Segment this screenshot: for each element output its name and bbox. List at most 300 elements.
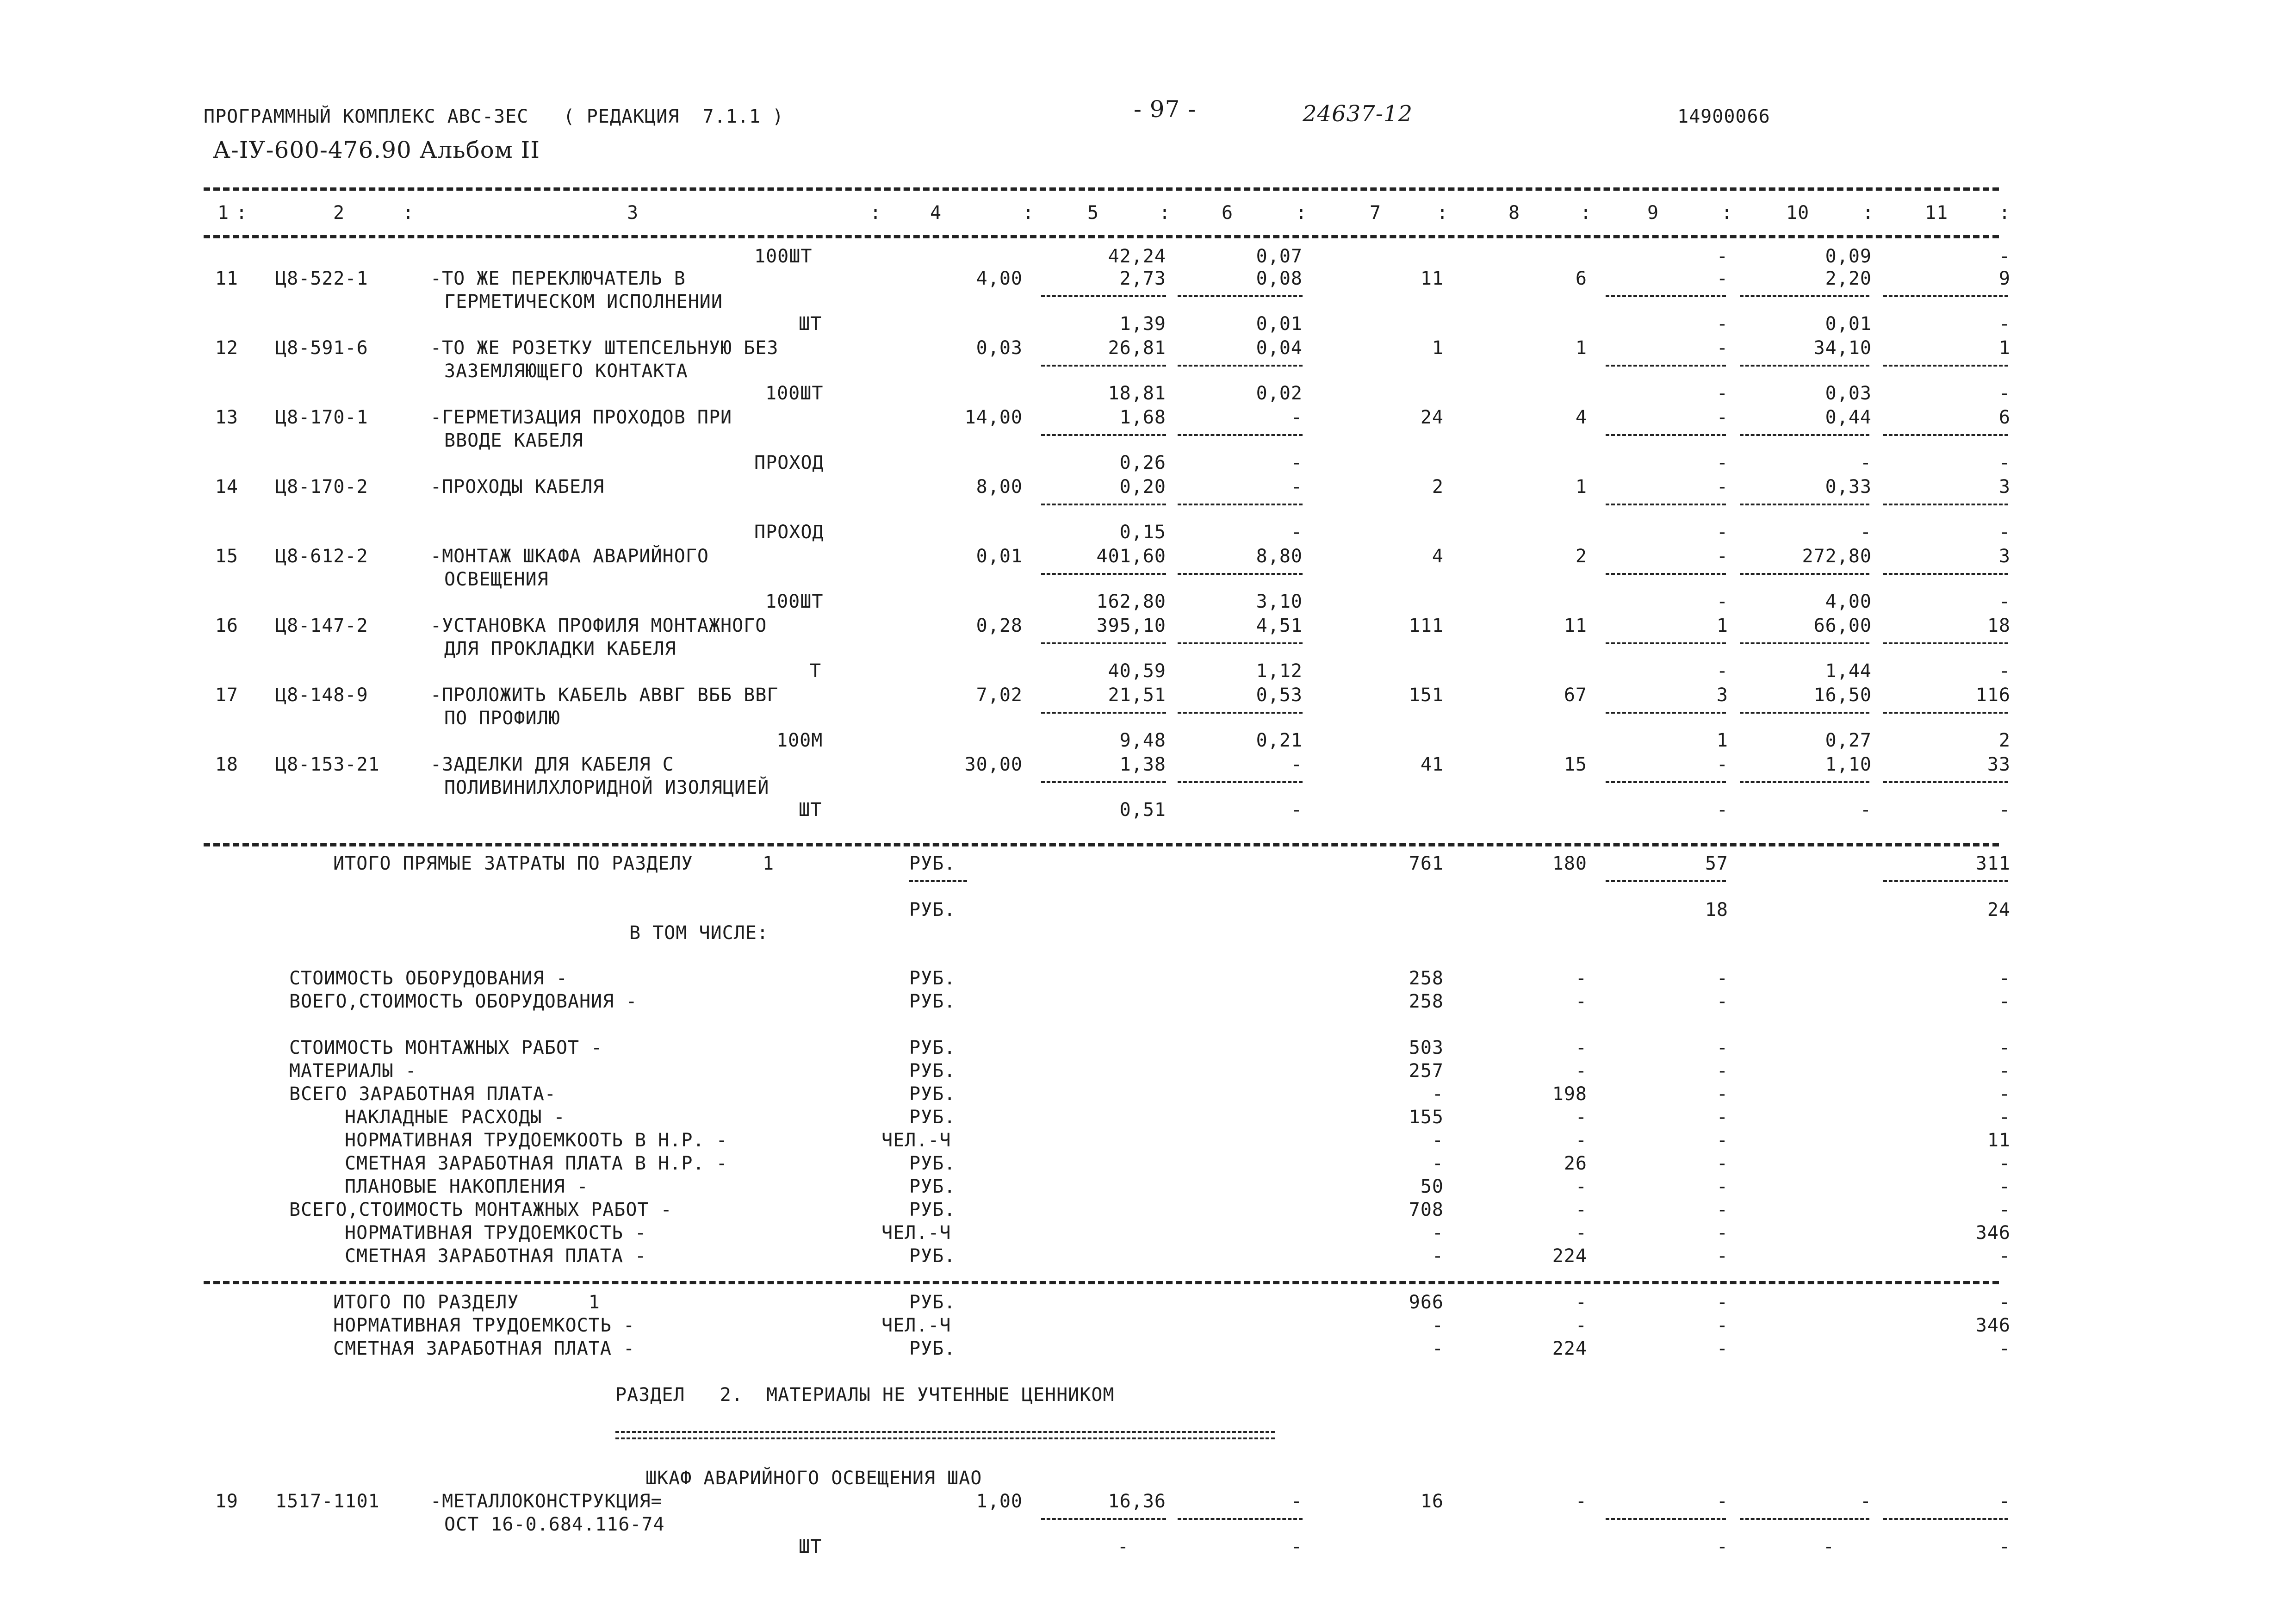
column-separator: : [1023, 202, 1035, 224]
item-description: ВВОДЕ КАБЕЛЯ [444, 430, 583, 451]
totals-c7: 761 [1409, 853, 1444, 874]
section-total-c9: - [1716, 1338, 1728, 1359]
column-header-2: 2 [333, 202, 345, 224]
breakdown-c7: 50 [1420, 1176, 1444, 1197]
item-quantity: 14,00 [964, 407, 1023, 428]
item-c5: 16,36 [1108, 1491, 1166, 1512]
item-c6: - [1291, 1491, 1303, 1512]
breakdown-label: НАКЛАДНЫЕ РАСХОДЫ - [345, 1107, 565, 1128]
item-description: ГЕРМЕТИЧЕСКОМ ИСПОЛНЕНИИ [444, 291, 723, 312]
section-total-c9: - [1716, 1292, 1728, 1313]
column-header-9: 9 [1647, 202, 1659, 224]
breakdown-label: МАТЕРИАЛЫ - [289, 1060, 417, 1082]
item-c5: 0,20 [1119, 476, 1166, 498]
item-c11-sub: - [1998, 799, 2011, 821]
value-divider [1178, 434, 1303, 436]
value-divider [1883, 504, 2008, 505]
item-c6-sub: - [1291, 1536, 1303, 1557]
breakdown-unit: РУБ. [909, 1153, 956, 1174]
item-c5-sub: 1,39 [1119, 313, 1166, 335]
item-c9-sub: - [1716, 660, 1728, 682]
breakdown-c7: - [1432, 1083, 1444, 1105]
item-number: 17 [215, 684, 238, 706]
breakdown-c11: 346 [1975, 1222, 2011, 1244]
item-c6: 8,80 [1256, 546, 1303, 567]
column-header-4: 4 [930, 202, 942, 224]
breakdown-c11: - [1998, 1037, 2011, 1058]
breakdown-c7: 258 [1409, 968, 1444, 989]
item-unit: 100М [776, 730, 823, 751]
item-description: -ЗАДЕЛКИ ДЛЯ КАБЕЛЯ С [430, 754, 674, 775]
item-code: Ц8-170-2 [275, 476, 368, 498]
section-total-c11: 346 [1975, 1315, 2011, 1336]
item-number: 13 [215, 407, 238, 428]
item-unit: ПРОХОД [754, 522, 824, 543]
document-code: 14900066 [1677, 106, 1770, 127]
item-c10-sub: - [1860, 522, 1872, 543]
item-c5: 1,68 [1119, 407, 1166, 428]
item-code: Ц8-591-6 [275, 337, 368, 359]
breakdown-c7: 155 [1409, 1107, 1444, 1128]
value-divider [1041, 642, 1166, 644]
item-c6-sub: 0,01 [1256, 313, 1303, 335]
item-quantity: 8,00 [976, 476, 1023, 498]
section-total-label: НОРМАТИВНАЯ ТРУДОЕМКОСТЬ - [333, 1315, 635, 1336]
handwritten-number: 24637-12 [1303, 101, 1413, 127]
section-total-c8: 224 [1552, 1338, 1587, 1359]
breakdown-c8: - [1575, 1130, 1587, 1151]
breakdown-c11: - [1998, 1153, 2011, 1174]
value-divider [1740, 781, 1869, 783]
value-divider [1740, 1518, 1869, 1520]
item-c11: 3 [1998, 476, 2011, 498]
breakdown-c11: - [1998, 1107, 2011, 1128]
breakdown-c8: 198 [1552, 1083, 1587, 1105]
item-c11-sub: - [1998, 522, 2011, 543]
item-c10-sub: - [1860, 799, 1872, 821]
value-divider [1740, 642, 1869, 644]
item-c5: 2,73 [1119, 268, 1166, 289]
item-number: 14 [215, 476, 238, 498]
item-c11: 18 [1987, 615, 2011, 636]
breakdown-unit: РУБ. [909, 1037, 956, 1058]
breakdown-c9: - [1716, 1037, 1728, 1058]
breakdown-c9: - [1716, 1153, 1728, 1174]
item-c8: 1 [1575, 337, 1587, 359]
item-c5-sub: 0,26 [1119, 452, 1166, 473]
item-c7: 4 [1432, 546, 1444, 567]
including-label: В ТОМ ЧИСЛЕ: [629, 922, 769, 944]
item-c10-sub: 0,03 [1825, 383, 1872, 404]
item-unit: ШТ [799, 799, 822, 821]
row-c11: - [1998, 246, 2011, 267]
item-c10-sub: 0,27 [1825, 730, 1872, 751]
totals-label: ИТОГО ПРЯМЫЕ ЗАТРАТЫ ПО РАЗДЕЛУ 1 [333, 853, 775, 874]
value-divider [1883, 573, 2008, 575]
value-divider [1041, 781, 1166, 783]
column-separator: : [1296, 202, 1308, 224]
item-number: 15 [215, 546, 238, 567]
value-divider [1606, 504, 1726, 505]
header-rule-bottom [204, 235, 1999, 238]
item-description: ОСТ 16-0.684.116-74 [444, 1514, 665, 1535]
item-c6: - [1291, 407, 1303, 428]
section-total-rule [204, 1281, 1999, 1284]
totals-divider [1883, 880, 2008, 882]
section-2-group: ШКАФ АВАРИЙНОГО ОСВЕЩЕНИЯ ШАО [645, 1468, 982, 1489]
item-c10: 0,33 [1825, 476, 1872, 498]
item-c10: 272,80 [1802, 546, 1872, 567]
breakdown-c8: - [1575, 991, 1587, 1012]
item-c7: 11 [1420, 268, 1444, 289]
item-c5: 21,51 [1108, 684, 1166, 706]
breakdown-label: ВСЕГО,СТОИМОСТЬ МОНТАЖНЫХ РАБОТ - [289, 1199, 672, 1220]
breakdown-c11: - [1998, 1199, 2011, 1220]
value-divider [1178, 295, 1303, 297]
item-c9: - [1716, 754, 1728, 775]
item-c11-sub: - [1998, 313, 2011, 335]
item-c10-sub: 4,00 [1825, 591, 1872, 612]
breakdown-c9: - [1716, 1060, 1728, 1082]
item-c11: 9 [1998, 268, 2011, 289]
item-c11: 3 [1998, 546, 2011, 567]
item-c6: 0,04 [1256, 337, 1303, 359]
breakdown-unit: РУБ. [909, 1199, 956, 1220]
totals-divider [1606, 880, 1726, 882]
column-separator: : [1721, 202, 1733, 224]
breakdown-label: СМЕТНАЯ ЗАРАБОТНАЯ ПЛАТА - [345, 1245, 647, 1267]
breakdown-label: ПЛАНОВЫЕ НАКОПЛЕНИЯ - [345, 1176, 589, 1197]
item-code: Ц8-153-21 [275, 754, 380, 775]
breakdown-c8: - [1575, 1222, 1587, 1244]
item-c6-sub: 1,12 [1256, 660, 1303, 682]
column-separator: : [1999, 202, 2011, 224]
item-code: Ц8-147-2 [275, 615, 368, 636]
item-c9: - [1716, 1491, 1728, 1512]
item-c5: 401,60 [1096, 546, 1166, 567]
column-header-11: 11 [1925, 202, 1948, 224]
item-c8: 67 [1564, 684, 1587, 706]
item-quantity: 1,00 [976, 1491, 1023, 1512]
totals-c9-2: 18 [1705, 899, 1728, 921]
row-c9: - [1716, 246, 1728, 267]
item-description: ПОЛИВИНИЛХЛОРИДНОЙ ИЗОЛЯЦИЕЙ [444, 777, 769, 798]
value-divider [1883, 295, 2008, 297]
item-c6: 0,08 [1256, 268, 1303, 289]
item-quantity: 4,00 [976, 268, 1023, 289]
item-quantity: 0,28 [976, 615, 1023, 636]
item-code: Ц8-522-1 [275, 268, 368, 289]
program-title: ПРОГРАММНЫЙ КОМПЛЕКС АВС-3ЕС ( РЕДАКЦИЯ 7.1.1 ) [204, 106, 784, 127]
breakdown-c11: - [1998, 1083, 2011, 1105]
item-c9-sub: - [1716, 522, 1728, 543]
item-c9-sub: - [1716, 591, 1728, 612]
item-c10: 16,50 [1813, 684, 1872, 706]
item-c9: - [1716, 407, 1728, 428]
value-divider [1606, 434, 1726, 436]
item-c11-sub: 2 [1998, 730, 2011, 751]
item-c11-sub: - [1998, 452, 2011, 473]
item-c8: 6 [1575, 268, 1587, 289]
item-c9: - [1716, 337, 1728, 359]
item-c9: - [1716, 546, 1728, 567]
item-description: -УСТАНОВКА ПРОФИЛЯ МОНТАЖНОГО [430, 615, 767, 636]
value-divider [1606, 295, 1726, 297]
value-divider [1740, 504, 1869, 505]
item-c8: 1 [1575, 476, 1587, 498]
item-code: Ц8-170-1 [275, 407, 368, 428]
item-quantity: 7,02 [976, 684, 1023, 706]
item-number: 16 [215, 615, 238, 636]
item-c7: 111 [1409, 615, 1444, 636]
breakdown-c11: - [1998, 991, 2011, 1012]
column-separator: : [1580, 202, 1592, 224]
breakdown-label: НОРМАТИВНАЯ ТРУДОЕМКООТЬ В Н.Р. - [345, 1130, 728, 1151]
item-c5-sub: 0,15 [1119, 522, 1166, 543]
item-unit: Т [810, 660, 822, 682]
breakdown-c9: - [1716, 968, 1728, 989]
item-c11-sub: - [1998, 383, 2011, 404]
row-c6: 0,07 [1256, 246, 1303, 267]
item-c9-sub: - [1716, 1536, 1728, 1557]
item-c10: 0,44 [1825, 407, 1872, 428]
item-c8: - [1575, 1491, 1587, 1512]
value-divider [1178, 781, 1303, 783]
item-c8: 11 [1564, 615, 1587, 636]
breakdown-c7: - [1432, 1153, 1444, 1174]
item-description: ЗАЗЕМЛЯЮЩЕГО КОНТАКТА [444, 361, 688, 382]
column-header-7: 7 [1370, 202, 1382, 224]
breakdown-label: ВОЕГО,СТОИМОСТЬ ОБОРУДОВАНИЯ - [289, 991, 638, 1012]
item-c10: 2,20 [1825, 268, 1872, 289]
breakdown-label: СТОИМОСТЬ МОНТАЖНЫХ РАБОТ - [289, 1037, 603, 1058]
breakdown-c7: - [1432, 1245, 1444, 1267]
column-separator: : [1862, 202, 1874, 224]
section-total-c11: - [1998, 1338, 2011, 1359]
value-divider [1740, 295, 1869, 297]
item-c5-sub: 9,48 [1119, 730, 1166, 751]
item-c5-sub: 40,59 [1108, 660, 1166, 682]
item-quantity: 0,03 [976, 337, 1023, 359]
item-c5-sub: 162,80 [1096, 591, 1166, 612]
item-description: -ТО ЖЕ ПЕРЕКЛЮЧАТЕЛЬ В [430, 268, 686, 289]
item-c11: 33 [1987, 754, 2011, 775]
item-c6-sub: - [1291, 452, 1303, 473]
value-divider [1883, 365, 2008, 367]
breakdown-c8: - [1575, 1107, 1587, 1128]
value-divider [1041, 434, 1166, 436]
breakdown-c7: - [1432, 1222, 1444, 1244]
breakdown-unit: РУБ. [909, 1176, 956, 1197]
value-divider [1178, 1518, 1303, 1520]
breakdown-c7: - [1432, 1130, 1444, 1151]
breakdown-c8: - [1575, 1176, 1587, 1197]
breakdown-c11: - [1998, 1060, 2011, 1082]
item-c9-sub: - [1716, 799, 1728, 821]
breakdown-c8: 26 [1564, 1153, 1587, 1174]
item-description: -МЕТАЛЛОКОНСТРУКЦИЯ= [430, 1491, 663, 1512]
item-c9-sub: - [1716, 383, 1728, 404]
section-total-c7: - [1432, 1338, 1444, 1359]
totals-c11: 311 [1975, 853, 2011, 874]
section-total-label: ИТОГО ПО РАЗДЕЛУ 1 [333, 1292, 600, 1313]
breakdown-label: НОРМАТИВНАЯ ТРУДОЕМКОСТЬ - [345, 1222, 647, 1244]
item-c8: 15 [1564, 754, 1587, 775]
item-c6-sub: 3,10 [1256, 591, 1303, 612]
value-divider [1041, 295, 1166, 297]
item-c10-sub: - [1860, 452, 1872, 473]
value-divider [1883, 781, 2008, 783]
item-c8: 4 [1575, 407, 1587, 428]
item-number: 18 [215, 754, 238, 775]
item-unit: 100ШТ [765, 591, 824, 612]
column-header-8: 8 [1508, 202, 1520, 224]
breakdown-c8: - [1575, 968, 1587, 989]
item-description: -ПРОЛОЖИТЬ КАБЕЛЬ АВВГ ВББ ВВГ [430, 684, 779, 706]
value-divider [1606, 1518, 1726, 1520]
item-c11: 6 [1998, 407, 2011, 428]
value-divider [1740, 365, 1869, 367]
item-code: Ц8-612-2 [275, 546, 368, 567]
item-c9-sub: 1 [1716, 730, 1728, 751]
column-separator: : [1159, 202, 1171, 224]
item-c5-sub: 0,51 [1119, 799, 1166, 821]
item-c10: 1,10 [1825, 754, 1872, 775]
item-unit: ШТ [799, 1536, 822, 1557]
section-total-c7: 966 [1409, 1292, 1444, 1313]
totals-unit-2: РУБ. [909, 899, 956, 921]
totals-c8: 180 [1552, 853, 1587, 874]
value-divider [1041, 1518, 1166, 1520]
item-code: Ц8-148-9 [275, 684, 368, 706]
column-header-3: 3 [627, 202, 639, 224]
totals-divider [909, 880, 967, 882]
value-divider [1178, 573, 1303, 575]
item-c6: 4,51 [1256, 615, 1303, 636]
breakdown-c7: 708 [1409, 1199, 1444, 1220]
item-c10-sub: 1,44 [1825, 660, 1872, 682]
item-c7: 1 [1432, 337, 1444, 359]
value-divider [1606, 642, 1726, 644]
item-c10-sub: - [1823, 1536, 1835, 1557]
section-total-unit: РУБ. [909, 1292, 956, 1313]
item-quantity: 30,00 [964, 754, 1023, 775]
item-c9: - [1716, 476, 1728, 498]
breakdown-c9: - [1716, 1130, 1728, 1151]
item-code: 1517-1101 [275, 1491, 380, 1512]
section-total-c11: - [1998, 1292, 2011, 1313]
page-number: - 97 - [1134, 96, 1197, 123]
section-2-underline [615, 1431, 1275, 1433]
item-number: 19 [215, 1491, 238, 1512]
item-c5-sub: 18,81 [1108, 383, 1166, 404]
section-total-label: СМЕТНАЯ ЗАРАБОТНАЯ ПЛАТА - [333, 1338, 635, 1359]
value-divider [1883, 642, 2008, 644]
value-divider [1041, 365, 1166, 367]
item-c6: 0,53 [1256, 684, 1303, 706]
value-divider [1178, 642, 1303, 644]
breakdown-unit: РУБ. [909, 1245, 956, 1267]
item-description: ПО ПРОФИЛЮ [444, 708, 560, 729]
breakdown-c8: - [1575, 1199, 1587, 1220]
item-unit: 100ШТ [765, 383, 824, 404]
breakdown-c9: - [1716, 1199, 1728, 1220]
value-divider [1883, 1518, 2008, 1520]
value-divider [1740, 434, 1869, 436]
row-c10: 0,09 [1825, 246, 1872, 267]
totals-c11-2: 24 [1987, 899, 2011, 921]
breakdown-unit: РУБ. [909, 1060, 956, 1082]
item-description: ОСВЕЩЕНИЯ [444, 569, 549, 590]
item-c6-sub: - [1291, 522, 1303, 543]
totals-unit: РУБ. [909, 853, 956, 874]
item-c11: - [1998, 1491, 2011, 1512]
value-divider [1606, 573, 1726, 575]
column-separator: : [236, 202, 248, 224]
item-description: -ПРОХОДЫ КАБЕЛЯ [430, 476, 605, 498]
breakdown-unit: РУБ. [909, 1107, 956, 1128]
item-description: -ГЕРМЕТИЗАЦИЯ ПРОХОДОВ ПРИ [430, 407, 732, 428]
item-c11: 116 [1975, 684, 2011, 706]
breakdown-c7: 503 [1409, 1037, 1444, 1058]
row-unit: 100ШТ [754, 246, 813, 267]
item-c5: 395,10 [1096, 615, 1166, 636]
item-c7: 2 [1432, 476, 1444, 498]
breakdown-c9: - [1716, 991, 1728, 1012]
value-divider [1883, 712, 2008, 714]
item-c5-sub: - [1117, 1536, 1129, 1557]
column-separator: : [403, 202, 415, 224]
column-header-6: 6 [1222, 202, 1234, 224]
row-c5: 42,24 [1108, 246, 1166, 267]
item-number: 11 [215, 268, 238, 289]
section-total-unit: ЧЕЛ.-Ч [881, 1315, 951, 1336]
item-c10: 66,00 [1813, 615, 1872, 636]
item-c6-sub: 0,21 [1256, 730, 1303, 751]
item-description: -МОНТАЖ ШКАФА АВАРИЙНОГО [430, 546, 709, 567]
item-number: 12 [215, 337, 238, 359]
section-total-c7: - [1432, 1315, 1444, 1336]
item-c7: 16 [1420, 1491, 1444, 1512]
item-c11-sub: - [1998, 1536, 2011, 1557]
breakdown-c8: - [1575, 1060, 1587, 1082]
item-c10-sub: 0,01 [1825, 313, 1872, 335]
breakdown-c11: - [1998, 1176, 2011, 1197]
item-c9: - [1716, 268, 1728, 289]
item-unit: ПРОХОД [754, 452, 824, 473]
breakdown-unit: РУБ. [909, 991, 956, 1012]
item-unit: ШТ [799, 313, 822, 335]
value-divider [1178, 712, 1303, 714]
item-c7: 41 [1420, 754, 1444, 775]
header-rule-top [204, 187, 1999, 191]
value-divider [1740, 712, 1869, 714]
section-total-c8: - [1575, 1292, 1587, 1313]
value-divider [1606, 712, 1726, 714]
value-divider [1883, 434, 2008, 436]
section-total-unit: РУБ. [909, 1338, 956, 1359]
value-divider [1606, 781, 1726, 783]
section-2-title: РАЗДЕЛ 2. МАТЕРИАЛЫ НЕ УЧТЕННЫЕ ЦЕННИКОМ [615, 1384, 1115, 1406]
item-description: ДЛЯ ПРОКЛАДКИ КАБЕЛЯ [444, 638, 676, 660]
breakdown-c11: - [1998, 968, 2011, 989]
value-divider [1606, 365, 1726, 367]
totals-c9: 57 [1705, 853, 1728, 874]
section-total-c8: - [1575, 1315, 1587, 1336]
breakdown-c9: - [1716, 1083, 1728, 1105]
section-2-underline [615, 1437, 1275, 1439]
item-c9: 3 [1716, 684, 1728, 706]
